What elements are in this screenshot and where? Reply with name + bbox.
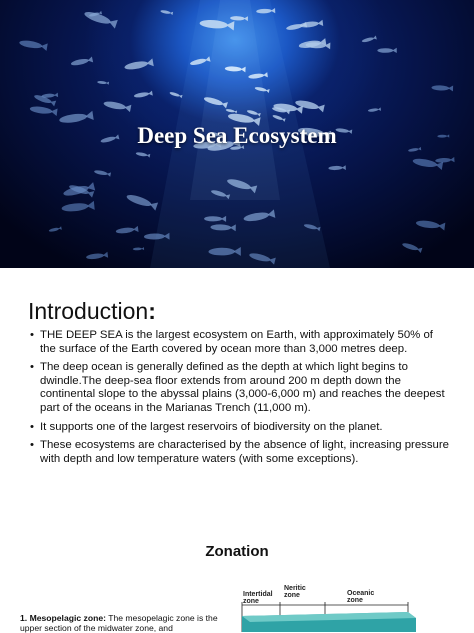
intertidal-label — [243, 591, 275, 605]
introduction-slide — [0, 280, 474, 490]
fish-silhouette — [133, 247, 144, 251]
bullet-item: • These ecosystems are characterised by the absence of light, increasing pressure with depth and low temperature waters (with some exceptions). — [30, 439, 450, 466]
bullet-item: • THE DEEP SEA is the largest ecosystem on Earth, with approximately 50% of the surface of the Earth covered by ocean more than 3,000 metres deep. — [30, 329, 450, 356]
neritic-label-line1: Neritic — [284, 585, 306, 592]
zonation-slide — [0, 500, 474, 632]
zone-term: Mesopelagic zone: — [29, 613, 106, 623]
fish-silhouette — [125, 192, 158, 210]
fish-silhouette — [169, 91, 182, 98]
fish-silhouette — [361, 36, 377, 44]
introduction-bullet-list — [30, 329, 450, 471]
fish-silhouette — [19, 39, 48, 51]
fish-silhouette — [401, 242, 422, 254]
fish-silhouette — [300, 20, 324, 29]
fish-silhouette — [86, 252, 108, 261]
fish-silhouette — [70, 57, 93, 67]
fish-silhouette — [61, 201, 95, 213]
fish-silhouette — [160, 9, 173, 15]
fish-silhouette — [328, 165, 346, 170]
ocean-zones-diagram — [240, 582, 440, 632]
oceanic-label-line1: Oceanic — [347, 590, 375, 597]
fish-silhouette — [136, 151, 151, 157]
zonation-heading: Zonation — [205, 543, 269, 560]
fish-silhouette — [94, 169, 111, 177]
fish-silhouette — [435, 157, 454, 163]
neritic-label — [284, 585, 308, 599]
neritic-label-line2: zone — [284, 592, 300, 599]
fish-silhouette — [97, 80, 109, 84]
fish-silhouette — [134, 91, 153, 99]
slide-separator — [0, 268, 474, 280]
fish-silhouette — [377, 48, 396, 53]
zone-list-item — [20, 613, 240, 633]
fish-silhouette — [124, 58, 154, 71]
introduction-heading: Introduction: — [28, 298, 156, 324]
title-slide — [0, 0, 474, 268]
fish-silhouette — [103, 100, 131, 113]
fish-silhouette — [48, 226, 61, 232]
zone-description: The mesopelagic zone is the upper section of the midwater zone, and — [20, 613, 218, 633]
oceanic-label — [347, 590, 376, 604]
bullet-item: • It supports one of the largest reservoirs of biodiversity on the planet. — [30, 421, 450, 435]
fish-silhouette — [416, 219, 446, 231]
fish-silhouette — [29, 105, 57, 116]
intertidal-label-line1: Intertidal — [243, 591, 273, 598]
slide-title: Deep Sea Ecosystem — [137, 123, 337, 148]
zone-number: 1. — [20, 613, 28, 623]
oceanic-label-line2: zone — [347, 597, 363, 604]
fish-silhouette — [431, 85, 453, 92]
fish-silhouette — [368, 107, 381, 112]
intertidal-label-line2: zone — [243, 598, 259, 605]
bullet-item: • The deep ocean is generally defined as the depth at which light begins to dwindle.The deep-sea floor extends from around 200 m depth down the continental slope to the abyssal plains (3,000-6,000 m) and reaches the deepest part of the oceans in the Marianas Trench (11,000 m). — [30, 361, 450, 415]
fish-silhouette — [116, 226, 139, 235]
